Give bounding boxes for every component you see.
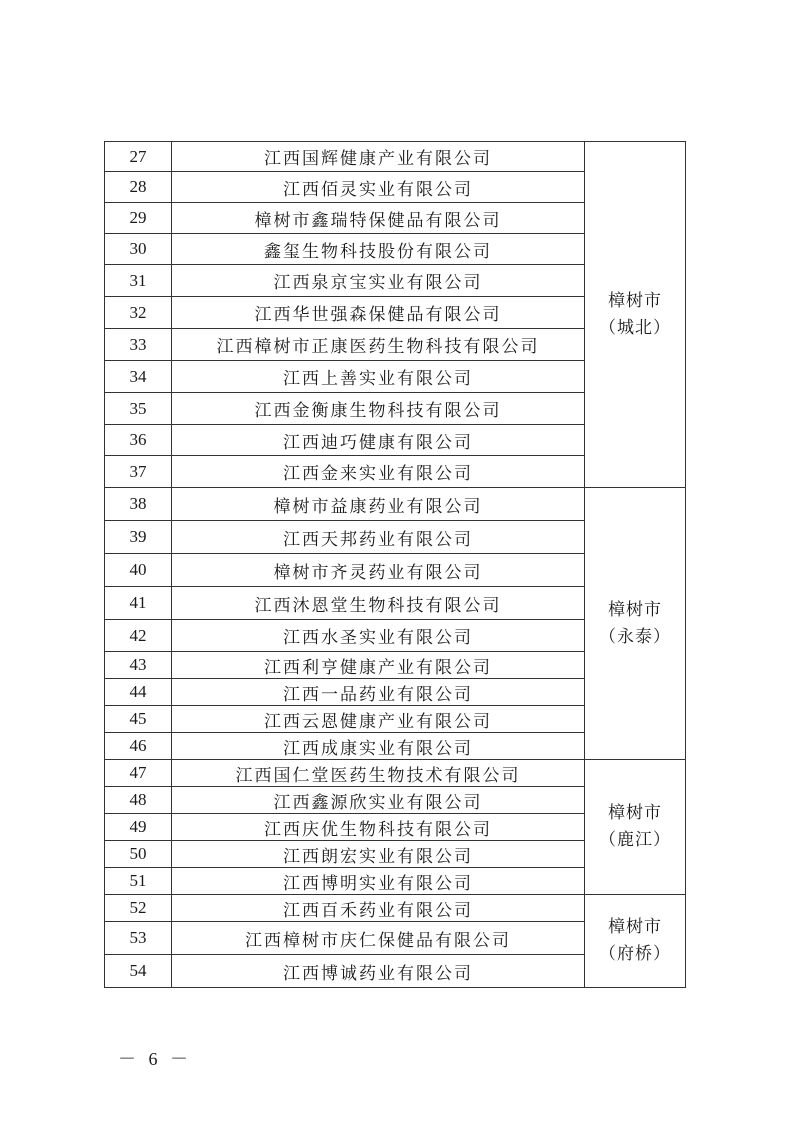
- row-number: 33: [105, 329, 172, 361]
- table-row: [105, 488, 686, 521]
- company-name: 江西利亨健康产业有限公司: [172, 652, 585, 679]
- row-number: 43: [105, 652, 172, 679]
- company-name: 江西佰灵实业有限公司: [172, 172, 585, 203]
- company-name: 江西上善实业有限公司: [172, 361, 585, 393]
- region-district: （城北）: [599, 317, 671, 338]
- company-name: 江西博明实业有限公司: [172, 868, 585, 895]
- row-number: 27: [105, 142, 172, 172]
- company-name: 江西云恩健康产业有限公司: [172, 706, 585, 733]
- region-district: （鹿江）: [599, 830, 671, 850]
- company-name: 江西樟树市庆仁保健品有限公司: [172, 922, 585, 955]
- company-name: 江西一品药业有限公司: [172, 679, 585, 706]
- company-name: 江西华世强森保健品有限公司: [172, 297, 585, 329]
- page-number: － 6 －: [118, 1049, 192, 1069]
- region-city: 樟树市: [608, 917, 662, 937]
- region-cell: [585, 895, 686, 988]
- region-district: （永泰）: [599, 626, 671, 647]
- row-number: 50: [105, 841, 172, 868]
- row-number: 40: [105, 554, 172, 587]
- company-name: 江西泉京宝实业有限公司: [172, 265, 585, 297]
- row-number: 30: [105, 234, 172, 265]
- row-number: 38: [105, 488, 172, 521]
- row-number: 51: [105, 868, 172, 895]
- row-number: 35: [105, 393, 172, 425]
- row-number: 28: [105, 172, 172, 203]
- company-name: 江西成康实业有限公司: [172, 733, 585, 760]
- table-row: [105, 895, 686, 922]
- row-number: 37: [105, 456, 172, 488]
- row-number: 49: [105, 814, 172, 841]
- row-number: 45: [105, 706, 172, 733]
- company-name: 樟树市益康药业有限公司: [172, 488, 585, 521]
- company-name: 江西国仁堂医药生物技术有限公司: [172, 760, 585, 787]
- company-name: 江西金来实业有限公司: [172, 456, 585, 488]
- row-number: 34: [105, 361, 172, 393]
- row-number: 54: [105, 955, 172, 988]
- company-name: 鑫玺生物科技股份有限公司: [172, 234, 585, 265]
- company-name: 江西沐恩堂生物科技有限公司: [172, 587, 585, 620]
- company-name: 江西朗宏实业有限公司: [172, 841, 585, 868]
- row-number: 53: [105, 922, 172, 955]
- row-number: 39: [105, 521, 172, 554]
- company-name: 江西百禾药业有限公司: [172, 895, 585, 922]
- company-name: 江西庆优生物科技有限公司: [172, 814, 585, 841]
- table-row: [105, 142, 686, 172]
- region-city: 樟树市: [608, 290, 662, 311]
- company-name: 江西樟树市正康医药生物科技有限公司: [172, 329, 585, 361]
- company-name: 樟树市鑫瑞特保健品有限公司: [172, 203, 585, 234]
- region-city: 樟树市: [608, 803, 662, 823]
- company-name: 江西国辉健康产业有限公司: [172, 142, 585, 172]
- row-number: 46: [105, 733, 172, 760]
- row-number: 31: [105, 265, 172, 297]
- company-name: 江西鑫源欣实业有限公司: [172, 787, 585, 814]
- region-district: （府桥）: [599, 944, 671, 964]
- company-name: 江西金衡康生物科技有限公司: [172, 393, 585, 425]
- company-table: [104, 141, 686, 988]
- row-number: 41: [105, 587, 172, 620]
- row-number: 47: [105, 760, 172, 787]
- region-cell: [585, 760, 686, 895]
- row-number: 44: [105, 679, 172, 706]
- company-name: 江西水圣实业有限公司: [172, 620, 585, 652]
- company-name: 江西天邦药业有限公司: [172, 521, 585, 554]
- row-number: 36: [105, 425, 172, 456]
- region-cell: [585, 142, 686, 488]
- table-row: [105, 760, 686, 787]
- company-name: 樟树市齐灵药业有限公司: [172, 554, 585, 587]
- region-city: 樟树市: [608, 599, 662, 620]
- company-name: 江西迪巧健康有限公司: [172, 425, 585, 456]
- row-number: 48: [105, 787, 172, 814]
- region-cell: [585, 488, 686, 760]
- row-number: 52: [105, 895, 172, 922]
- row-number: 32: [105, 297, 172, 329]
- company-name: 江西博诚药业有限公司: [172, 955, 585, 988]
- row-number: 42: [105, 620, 172, 652]
- row-number: 29: [105, 203, 172, 234]
